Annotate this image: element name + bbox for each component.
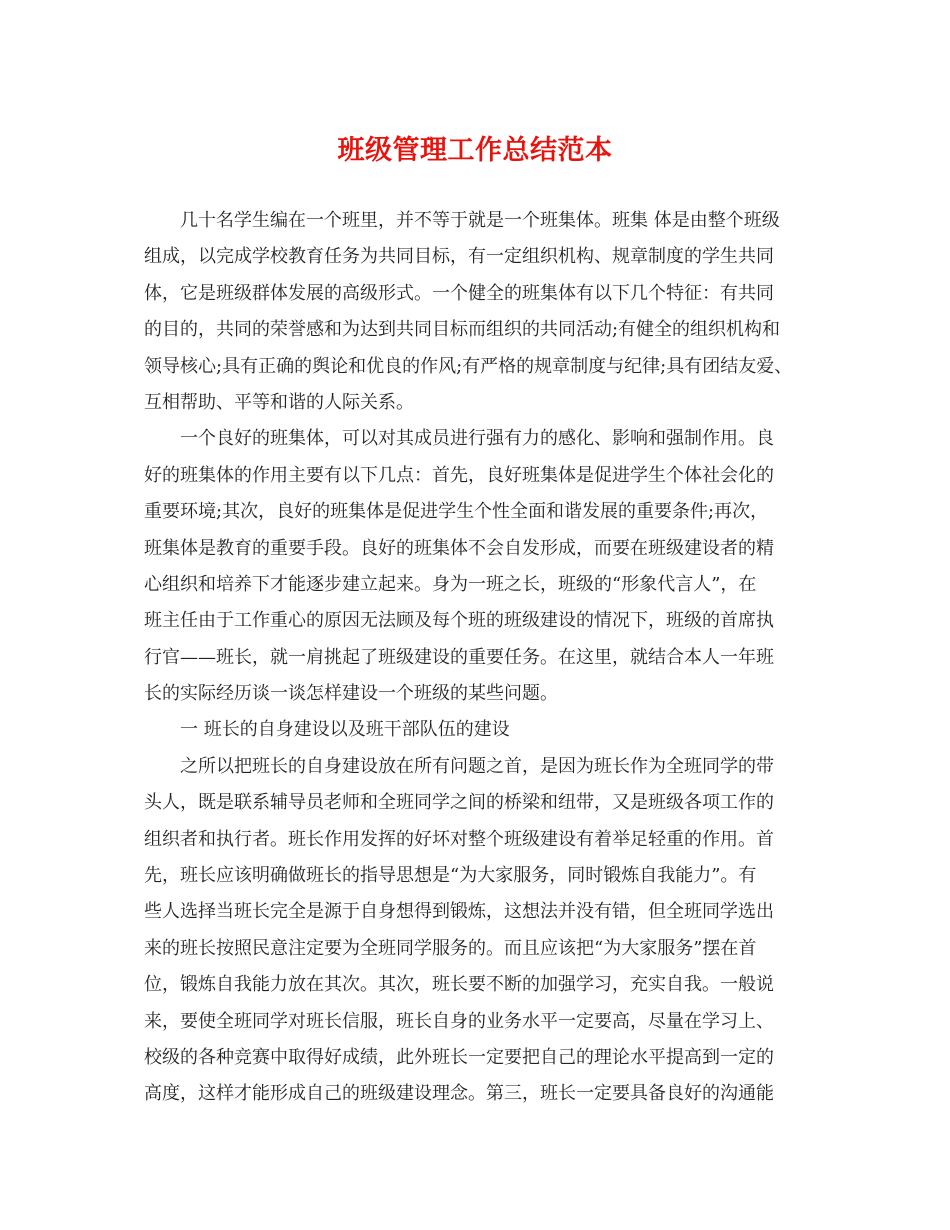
text-line: 来的班长按照民意注定要为全班同学服务的。而且应该把“为大家服务”摆在首 xyxy=(144,937,757,959)
text-line: 组成，以完成学校教育任务为共同目标，有一定组织机构、规章制度的学生共同 xyxy=(144,246,774,268)
text-line: 行官——班长，就一肩挑起了班级建设的重要任务。在这里，就结合本人一年班 xyxy=(144,646,774,668)
text-line: 重要环境;其次，良好的班集体是促进学生个性全面和谐发展的重要条件;再次， xyxy=(144,501,769,523)
document-title: 班级管理工作总结范本 xyxy=(337,135,613,166)
text-line: 位，锻炼自我能力放在其次。其次，班长要不断的加强学习，充实自我。一般说 xyxy=(144,974,774,996)
text-line: 领导核心;具有正确的舆论和优良的作风;有严格的规章制度与纪律;具有团结友爱、 xyxy=(144,355,793,377)
text-line: 校级的各种竞赛中取得好成绩，此外班长一定要把自己的理论水平提高到一定的 xyxy=(144,1046,774,1068)
text-line: 长的实际经历谈一谈怎样建设一个班级的某些问题。 xyxy=(144,683,558,705)
section-heading: 一 班长的自身建设以及班干部队伍的建设 xyxy=(144,719,510,741)
text-line: 的目的，共同的荣誉感和为达到共同目标而组织的共同活动;有健全的组织机构和 xyxy=(144,319,781,341)
text-line: 班集体是教育的重要手段。良好的班集体不会自发形成，而要在班级建设者的精 xyxy=(144,537,774,559)
text-line: 好的班集体的作用主要有以下几点：首先，良好班集体是促进学生个体社会化的 xyxy=(144,464,774,486)
text-line: 一个良好的班集体，可以对其成员进行强有力的感化、影响和强制作用。良 xyxy=(144,428,774,450)
text-line: 先，班长应该明确做班长的指导思想是“为大家服务，同时锻炼自我能力”。有 xyxy=(144,865,757,887)
text-line: 互相帮助、平等和谐的人际关系。 xyxy=(144,391,414,413)
text-line: 些人选择当班长完全是源于自身想得到锻炼，这想法并没有错，但全班同学选出 xyxy=(144,901,774,923)
text-line: 体，它是班级群体发展的高级形式。一个健全的班集体有以下几个特征：有共同 xyxy=(144,282,774,304)
text-line: 班主任由于工作重心的原因无法顾及每个班的班级建设的情况下，班级的首席执 xyxy=(144,610,774,632)
text-line: 头人，既是联系辅导员老师和全班同学之间的桥梁和纽带，又是班级各项工作的 xyxy=(144,792,774,814)
text-line: 几十名学生编在一个班里，并不等于就是一个班集体。班集 体是由整个班级 xyxy=(144,210,780,231)
text-line: 高度，这样才能形成自己的班级建设理念。第三，班长一定要具备良好的沟通能 xyxy=(144,1083,774,1105)
text-line: 组织者和执行者。班长作用发挥的好坏对整个班级建设有着举足轻重的作用。首 xyxy=(144,828,774,850)
text-line: 之所以把班长的自身建设放在所有问题之首，是因为班长作为全班同学的带 xyxy=(144,755,774,777)
text-line: 来，要使全班同学对班长信服，班长自身的业务水平一定要高，尽量在学习上、 xyxy=(144,1010,774,1032)
document-body xyxy=(144,203,816,1113)
text-line: 心组织和培养下才能逐步建立起来。身为一班之长，班级的“形象代言人”，在 xyxy=(144,573,757,595)
